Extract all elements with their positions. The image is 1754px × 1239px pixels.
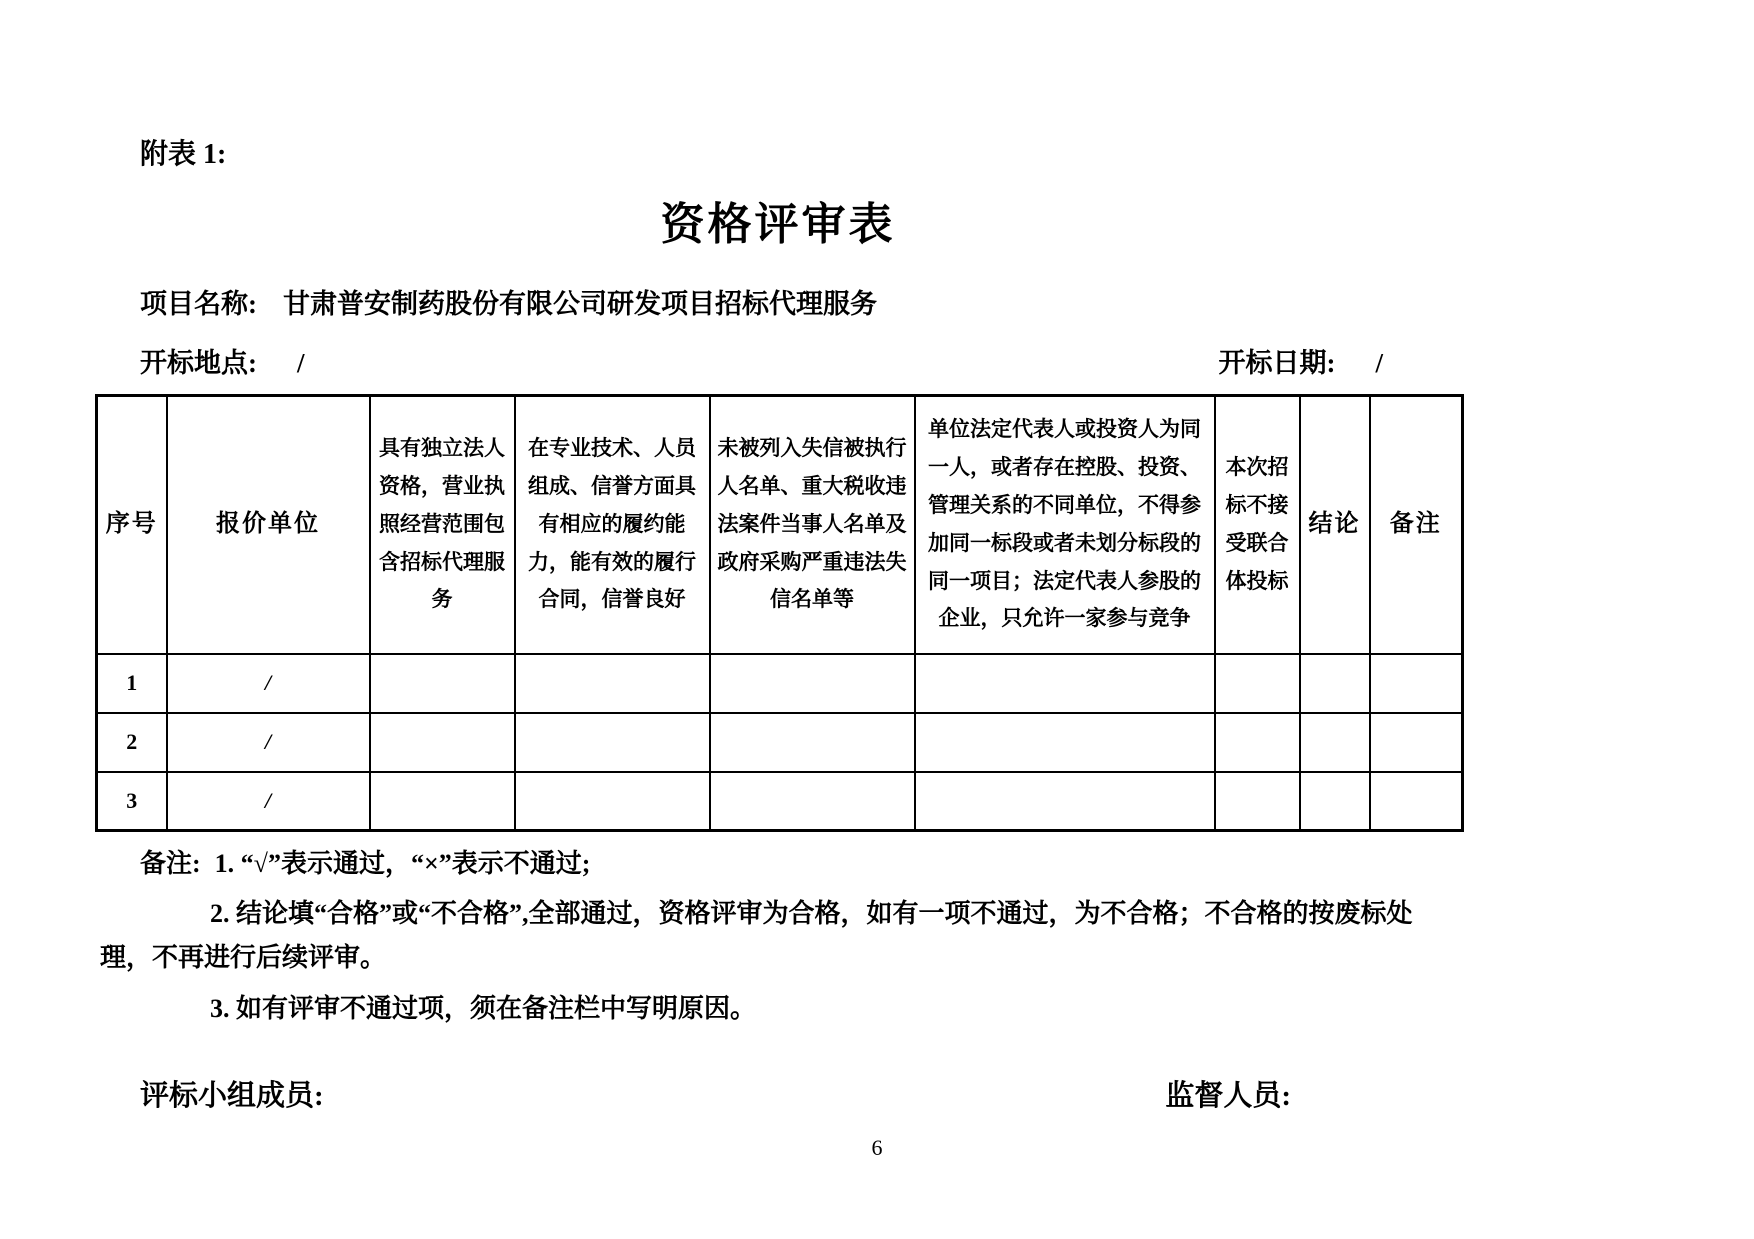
column-header-no-dishonesty-list: 未被列入失信被执行人名单、重大税收违法案件当事人名单及政府采购严重违法失信名单等 xyxy=(710,396,915,654)
column-header-seq: 序号 xyxy=(97,396,167,654)
evaluation-team-label: 评标小组成员: xyxy=(140,1079,324,1112)
empty-cell xyxy=(710,713,915,772)
project-name-line xyxy=(140,282,1461,321)
column-header-conclusion: 结论 xyxy=(1300,396,1370,654)
empty-cell xyxy=(515,772,710,831)
empty-cell xyxy=(1300,713,1370,772)
note-line-1 xyxy=(140,842,1461,886)
empty-cell xyxy=(370,772,515,831)
bid-date xyxy=(1218,341,1383,380)
empty-cell xyxy=(1215,772,1300,831)
table-row xyxy=(97,713,1463,772)
empty-cell xyxy=(515,713,710,772)
empty-cell xyxy=(370,654,515,713)
attachment-label: 附表 1: xyxy=(140,139,227,170)
table-row xyxy=(97,654,1463,713)
table-header-row xyxy=(97,396,1463,654)
empty-cell xyxy=(370,713,515,772)
column-header-remarks: 备注 xyxy=(1370,396,1463,654)
bid-location xyxy=(140,341,305,380)
note-item-3: 3. 如有评审不通过项，须在备注栏中写明原因。 xyxy=(210,993,757,1023)
notes-label: 备注: xyxy=(140,849,201,878)
note-item-2: 2. 结论填“合格”或“不合格”,全部通过，资格评审为合格，如有一项不通过，为不合格；不合格的按废标处理，不再进行后续评审。 xyxy=(100,899,1413,973)
column-header-bidder: 报价单位 xyxy=(167,396,370,654)
qualification-review-table xyxy=(95,394,1464,832)
empty-cell xyxy=(710,654,915,713)
empty-cell xyxy=(1370,713,1463,772)
empty-cell xyxy=(710,772,915,831)
bidder-cell: / xyxy=(167,654,370,713)
empty-cell xyxy=(515,654,710,713)
bidder-cell: / xyxy=(167,772,370,831)
column-header-no-consortium: 本次招标不接受联合体投标 xyxy=(1215,396,1300,654)
empty-cell xyxy=(915,654,1215,713)
project-name-value: 甘肃普安制药股份有限公司研发项目招标代理服务 xyxy=(283,289,877,319)
project-name-label: 项目名称: xyxy=(140,289,257,319)
empty-cell xyxy=(1215,713,1300,772)
document-page xyxy=(95,0,1461,1114)
column-header-no-affiliation: 单位法定代表人或投资人为同一人，或者存在控股、投资、管理关系的不同单位，不得参加同一标段或者未划分标段的同一项目；法定代表人参股的企业，只允许一家参与竞争 xyxy=(915,396,1215,654)
empty-cell xyxy=(1370,772,1463,831)
page-number: 6 xyxy=(871,1135,883,1160)
signature-line xyxy=(140,1073,1461,1114)
notes-section xyxy=(95,842,1461,1031)
bid-location-label: 开标地点: xyxy=(140,348,257,378)
empty-cell xyxy=(1300,654,1370,713)
bid-date-value: / xyxy=(1375,348,1383,378)
bid-location-value: / xyxy=(297,348,305,378)
empty-cell xyxy=(915,713,1215,772)
seq-cell: 2 xyxy=(97,713,167,772)
empty-cell xyxy=(1215,654,1300,713)
table-row xyxy=(97,772,1463,831)
column-header-performance-capability: 在专业技术、人员组成、信誉方面具有相应的履约能力，能有效的履行合同，信誉良好 xyxy=(515,396,710,654)
supervisor-label: 监督人员: xyxy=(1165,1079,1291,1112)
bidder-cell: / xyxy=(167,713,370,772)
empty-cell xyxy=(1370,654,1463,713)
seq-cell: 3 xyxy=(97,772,167,831)
empty-cell xyxy=(915,772,1215,831)
bid-date-label: 开标日期: xyxy=(1218,348,1336,378)
column-header-legal-qualification: 具有独立法人资格，营业执照经营范围包含招标代理服务 xyxy=(370,396,515,654)
seq-cell: 1 xyxy=(97,654,167,713)
empty-cell xyxy=(1300,772,1370,831)
page-title: 资格评审表 xyxy=(660,200,896,249)
note-item-1: 1. “√”表示通过，“×”表示不通过; xyxy=(214,849,591,878)
meta-line xyxy=(140,341,1461,380)
